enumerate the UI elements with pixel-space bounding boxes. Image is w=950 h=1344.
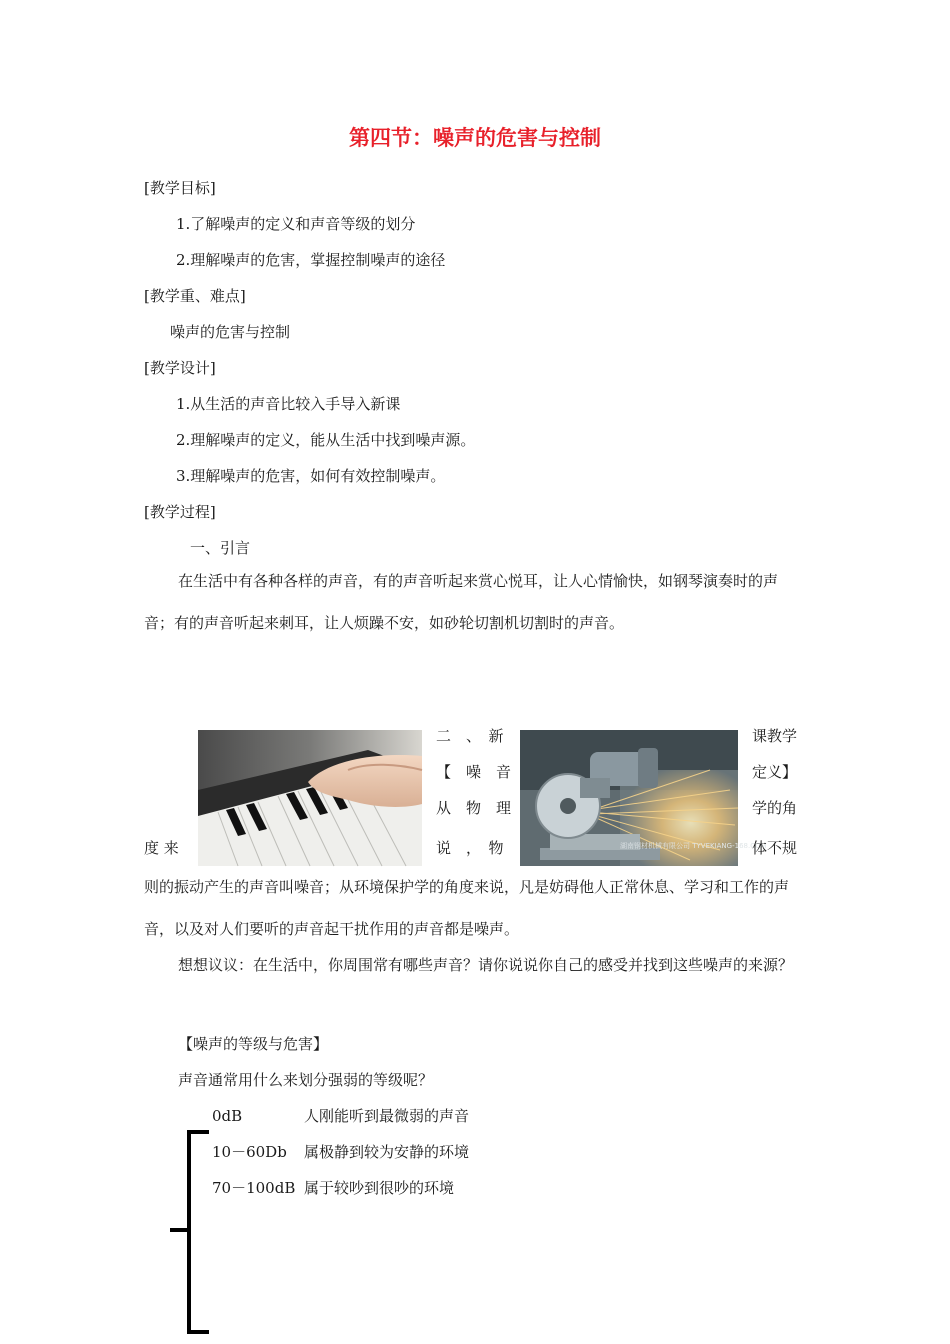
cutting-machine-illustration bbox=[520, 730, 767, 866]
intro-paragraph: 在生活中有各种各样的声音，有的声音听起来赏心悦耳，让人心情愉快，如钢琴演奏时的声音；有的声音听起来刺耳，让人烦躁不安，如砂轮切割机切割时的声音。 bbox=[144, 572, 779, 632]
wrap-col-b-4: 体不规 bbox=[752, 839, 798, 857]
goal-item-2: 2.理解噪声的危害，掌握控制噪声的途径 bbox=[176, 251, 446, 269]
photo-watermark: 湖南钢材机械有限公司 TYVEKIANG-168.COM bbox=[620, 842, 767, 850]
keys-body: 噪声的危害与控制 bbox=[170, 323, 291, 341]
wrap-col-a-3: 从 物 理 bbox=[436, 799, 512, 817]
level-row-2 bbox=[212, 1142, 287, 1162]
definition-paragraph: 则的振动产生的声音叫噪音；从环境保护学的角度来说，凡是妨碍他人正常休息、学习和工作的声音，以及对人们要听的声音起干扰作用的声音都是噪声。 bbox=[144, 878, 790, 938]
level-row-1 bbox=[212, 1106, 242, 1126]
wrap-left-tail: 度 来 bbox=[144, 839, 179, 857]
bracket-top-arm bbox=[187, 1130, 209, 1134]
process-heading: [教学过程] bbox=[144, 503, 216, 521]
wrap-col-b-1: 课教学 bbox=[752, 727, 798, 745]
level-desc-3: 属于较吵到很吵的环境 bbox=[304, 1179, 455, 1197]
discussion-paragraph: 想想议议：在生活中，你周围常有哪些声音？请你说说你自己的感受并找到这些噪声的来源？ bbox=[178, 956, 794, 974]
bracket-vertical bbox=[187, 1130, 191, 1334]
level-question: 声音通常用什么来划分强弱的等级呢？ bbox=[178, 1071, 434, 1089]
design-heading: [教学设计] bbox=[144, 359, 216, 377]
cutting-machine-photo bbox=[520, 730, 767, 866]
bracket-bottom-arm bbox=[187, 1330, 209, 1334]
wrap-col-a-1: 二 、 新 bbox=[436, 727, 504, 745]
design-item-3: 3.理解噪声的危害，如何有效控制噪声。 bbox=[176, 467, 446, 485]
level-value: 70－100dB bbox=[212, 1179, 296, 1197]
goals-heading: [教学目标] bbox=[144, 179, 216, 197]
wrap-col-b-2: 定义】 bbox=[752, 763, 798, 781]
keys-heading: [教学重、难点] bbox=[144, 287, 246, 305]
level-desc-2: 属极静到较为安静的环境 bbox=[304, 1143, 470, 1161]
piano-photo bbox=[198, 730, 422, 866]
wrap-col-b-3: 学的角 bbox=[752, 799, 798, 817]
design-item-1: 1.从生活的声音比较入手导入新课 bbox=[176, 395, 401, 413]
bracket-center-tick bbox=[170, 1228, 188, 1232]
level-heading: 【噪声的等级与危害】 bbox=[178, 1035, 329, 1053]
piano-illustration bbox=[198, 730, 422, 866]
level-value: 0dB bbox=[212, 1107, 243, 1125]
level-row-3 bbox=[212, 1178, 295, 1198]
intro-heading: 一、引言 bbox=[190, 539, 251, 557]
level-desc-1: 人刚能听到最微弱的声音 bbox=[304, 1107, 470, 1125]
page-title: 第四节：噪声的危害与控制 bbox=[349, 126, 601, 150]
wrap-col-a-4: 说 ， 物 bbox=[436, 839, 504, 857]
wrap-col-a-2: 【 噪 音 bbox=[436, 763, 512, 781]
design-item-2: 2.理解噪声的定义，能从生活中找到噪声源。 bbox=[176, 431, 476, 449]
goal-item-1: 1.了解噪声的定义和声音等级的划分 bbox=[176, 215, 416, 233]
level-value: 10－60Db bbox=[212, 1143, 287, 1161]
